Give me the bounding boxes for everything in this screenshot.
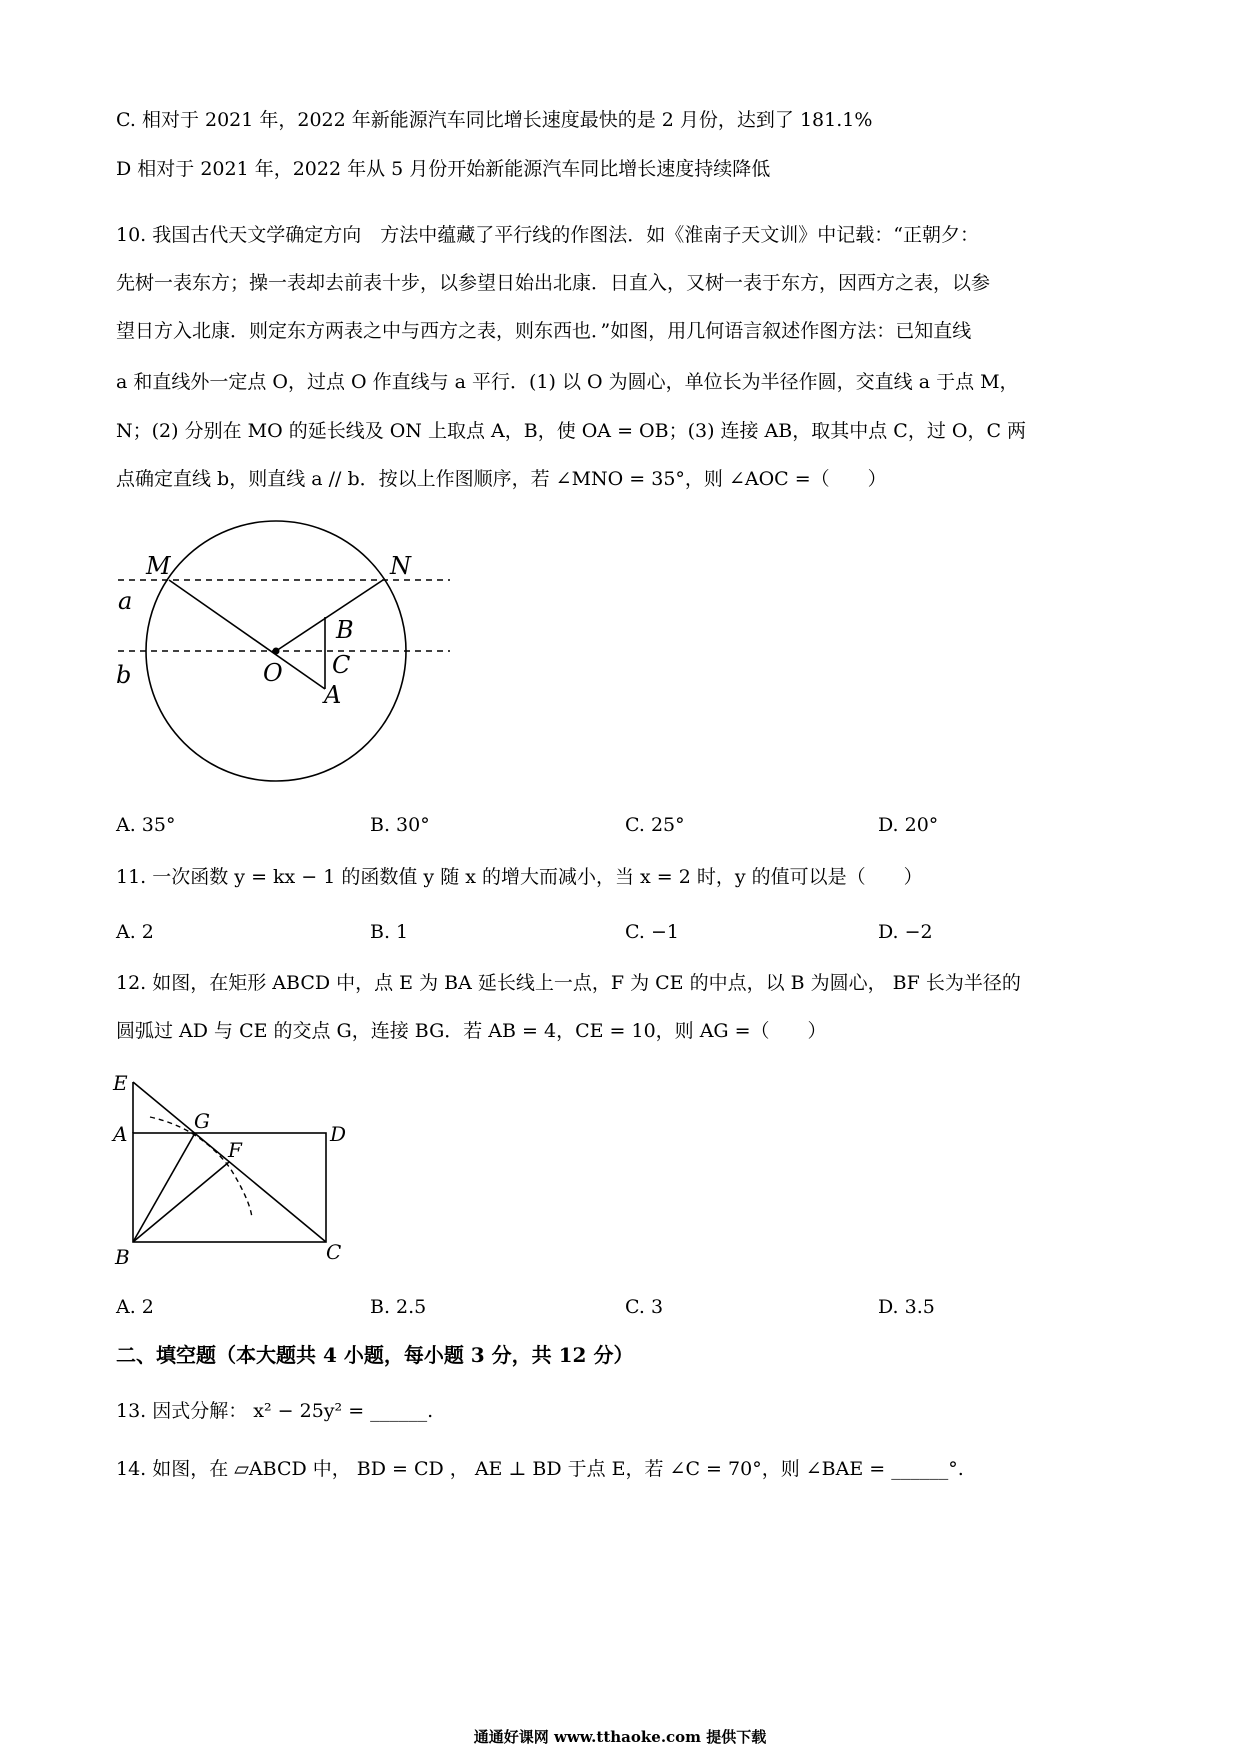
- q10-line-5: N；(2) 分别在 MO 的延长线及 ON 上取点 A，B，使 OA = OB；(3) 连接 AB，取其中点 C，过 O，C 两: [116, 420, 1027, 442]
- q10-label-b: b: [116, 661, 132, 689]
- q12-line-1: 12. 如图，在矩形 ABCD 中，点 E 为 BA 延长线上一点，F 为 CE 的中点，以 B 为圆心， BF 长为半径的: [116, 972, 1021, 994]
- q10-label-O: O: [263, 659, 283, 687]
- q12-option-d: D. 3.5: [878, 1296, 935, 1318]
- q12-label-B: B: [115, 1245, 130, 1269]
- q12-label-G: G: [194, 1109, 210, 1133]
- q10-label-C: C: [332, 651, 351, 679]
- q12-label-C: C: [326, 1240, 342, 1264]
- q12-label-E: E: [113, 1071, 128, 1095]
- q10-option-d: D. 20°: [878, 814, 939, 836]
- q10-line-6: 点确定直线 b，则直线 a // b．按以上作图顺序，若 ∠MNO = 35°，则 ∠AOC =（ ）: [116, 468, 887, 490]
- q11-option-d: D. −2: [878, 921, 933, 943]
- q10-label-M: M: [146, 552, 171, 580]
- q10-line-3: 望日方入北康．则定东方两表之中与西方之表，则东西也．”如图，用几何语言叙述作图方法：已知直线: [116, 320, 972, 342]
- q10-label-N: N: [390, 552, 411, 580]
- section-heading: 二、填空题（本大题共 4 小题，每小题 3 分，共 12 分）: [116, 1343, 634, 1367]
- q14-text: 14. 如图，在 ▱ABCD 中， BD = CD ， AE ⊥ BD 于点 E，若 ∠C = 70°，则 ∠BAE = ______°.: [116, 1458, 964, 1480]
- q12-label-D: D: [330, 1122, 347, 1146]
- q9-option-d: D 相对于 2021 年，2022 年从 5 月份开始新能源汽车同比增长速度持续降低: [116, 158, 771, 180]
- q11-option-a: A. 2: [116, 921, 154, 943]
- q10-option-c: C. 25°: [625, 814, 685, 836]
- q12-segment-BF: [133, 1162, 229, 1242]
- q9-option-c: C. 相对于 2021 年，2022 年新能源汽车同比增长速度最快的是 2 月份，达到了 181.1%: [116, 109, 873, 131]
- q13-text: 13. 因式分解： x² − 25y² = ______.: [116, 1400, 434, 1422]
- q12-label-A: A: [113, 1122, 128, 1146]
- q10-label-B: B: [336, 616, 354, 644]
- q12-option-b: B. 2.5: [370, 1296, 427, 1318]
- q10-label-A: A: [324, 681, 342, 709]
- q10-line-4: a 和直线外一定点 O，过点 O 作直线与 a 平行．(1) 以 O 为圆心，单位长为半径作圆，交直线 a 于点 M，: [116, 371, 1019, 393]
- q11-option-c: C. −1: [625, 921, 679, 943]
- q12-option-c: C. 3: [625, 1296, 664, 1318]
- q12-option-a: A. 2: [116, 1296, 154, 1318]
- q12-line-2: 圆弧过 AD 与 CE 的交点 G，连接 BG．若 AB = 4，CE = 10，则 AG =（ ）: [116, 1020, 827, 1042]
- q10-option-a: A. 35°: [116, 814, 176, 836]
- q12-label-F: F: [228, 1138, 242, 1162]
- page-footer: 通通好课网 www.tthaoke.com 提供下载: [473, 1728, 767, 1746]
- q12-segment-BG: [133, 1133, 195, 1242]
- q10-line-2: 先树一表东方；操一表却去前表十步，以参望日始出北康．日直入，又树一表于东方，因西方之表，以参: [116, 272, 991, 294]
- q10-option-b: B. 30°: [370, 814, 430, 836]
- q10-line-1: 10. 我国古代天文学确定方向 方法中蕴藏了平行线的作图法．如《淮南子天文训》中记载：“正朝夕：: [116, 224, 979, 246]
- q11-text: 11. 一次函数 y = kx − 1 的函数值 y 随 x 的增大而减小，当 x = 2 时，y 的值可以是（ ）: [116, 866, 923, 888]
- q11-option-b: B. 1: [370, 921, 409, 943]
- q10-label-a: a: [118, 587, 133, 615]
